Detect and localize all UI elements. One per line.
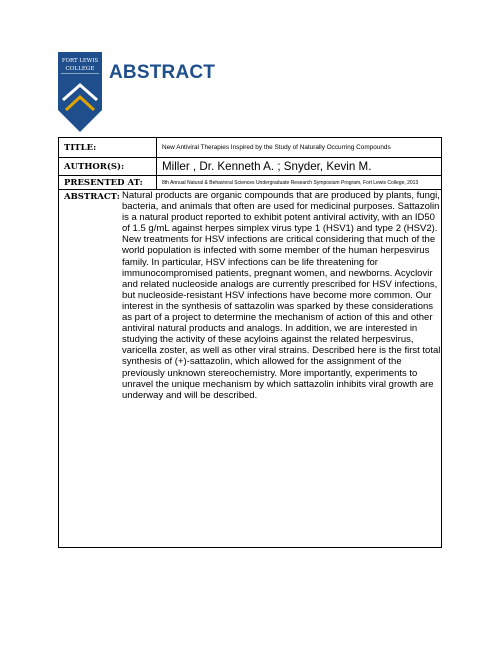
title-row: [59, 138, 441, 158]
logo-text-line1: FORT LEWIS: [61, 58, 99, 64]
authors-row: [59, 158, 441, 176]
authors-label: AUTHOR(S):: [59, 158, 157, 175]
title-label: TITLE:: [59, 138, 157, 157]
page-title: ABSTRACT: [109, 62, 216, 83]
title-value: New Antiviral Therapies Inspired by the Study of Naturally Occurring Compounds: [162, 144, 391, 151]
college-logo: [58, 52, 102, 132]
logo-text-line2: COLLEGE: [65, 66, 95, 72]
abstract-text: Natural products are organic compounds that are produced by plants, fungi, bacteria, and animals that often are used for medicinal purposes. Sattazolin is a natural product reported to exhibit potent antiviral activity, with an ID50 of 1.5 g/mL against herpes simplex virus type 1 (HSV1) and type 2 (HSV2). New treatments for HSV infections are critical considering that much of the world population is infected with some member of the human herpesvirus family. In particular, HSV infections can be life threatening for immunocompromised patients, pregnant women, and newborns. Acyclovir and related nucleoside analogs are currently prescribed for HSV infections, but nucleoside-resistant HSV infections have become more common. Our interest in the synthesis of sattazolin was sparked by these considerations as part of a project to determine the mechanism of action of this and other antiviral natural products and analogs. In addition, we are interested in studying the activity of these acyloins against the related herpesvirus, varicella zoster, as well as other viral strains. Described here is the first total synthesis of (+)-sattazolin, which allowed for the assignment of the previously unknown stereochemistry. More importantly, experiments to unravel the unique mechanism by which sattazolin inhibits viral growth are underway and will be described.: [122, 190, 441, 401]
presented-label: PRESENTED AT:: [59, 176, 157, 189]
authors-value: Miller , Dr. Kenneth A. ; Snyder, Kevin M.: [162, 160, 372, 173]
abstract-form: [58, 137, 442, 548]
abstract-label: ABSTRACT:: [64, 192, 120, 202]
presented-value: 8th Annual Natural & Behavioral Sciences Undergraduate Research Symposium Program, Fort Lewis College, 2013: [162, 179, 419, 186]
presented-row: [59, 176, 441, 190]
